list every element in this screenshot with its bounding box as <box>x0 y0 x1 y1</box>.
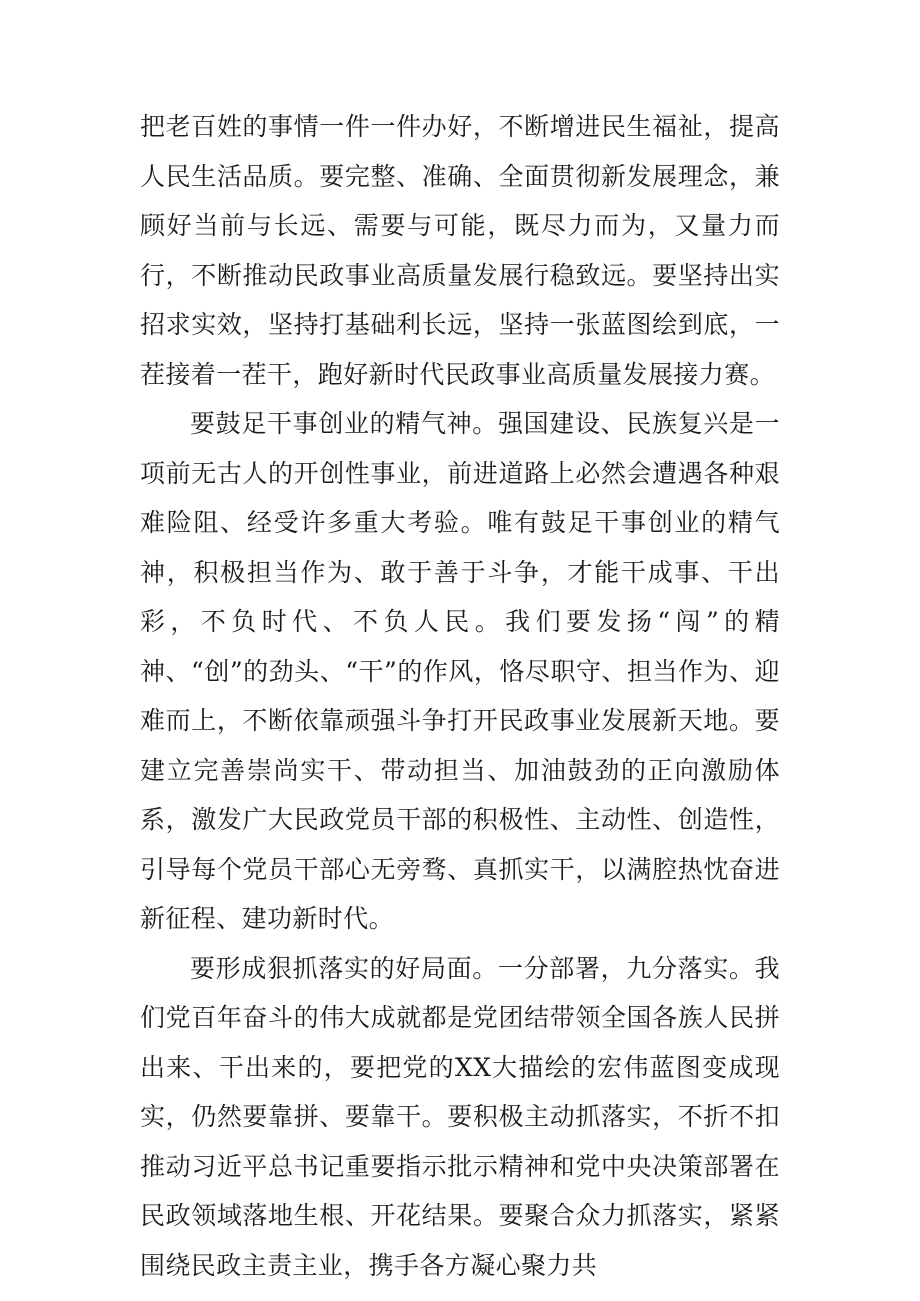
paragraph-implementation: 要形成狠抓落实的好局面。一分部署，九分落实。我们党百年奋斗的伟大成就都是党团结带领全国各族人民拼出来、干出来的，要把党的XX大描绘的宏伟蓝图变成现实，仍然要靠拼、要靠干。要积极主动抓落实，不折不扣推动习近平总书记重要指示批示精神和党中央决策部署在民政领域落地生根、开花结果。要聚合众力抓落实，紧紧围绕民政主责主业，携手各方凝心聚力共 <box>140 953 780 1280</box>
paragraph-spirit-of-entrepreneurship: 要鼓足干事创业的精气神。强国建设、民族复兴是一项前无古人的开创性事业，前进道路上必然会遭遇各种艰难险阻、经受许多重大考验。唯有鼓足干事创业的精气神，积极担当作为、敢于善于斗争，才能干成事、干出彩，不负时代、不负人民。我们要发扬“闯”的精神、“创”的劲头、“干”的作风，恪尽职守、担当作为、迎难而上，不断依靠顽强斗争打开民政事业发展新天地。要建立完善崇尚实干、带动担当、加油鼓劲的正向激励体系，激发广大民政党员干部的积极性、主动性、创造性，引导每个党员干部心无旁骛、真抓实干，以满腔热忱奋进新征程、建功新时代。 <box>140 409 780 933</box>
paragraph-continuation: 把老百姓的事情一件一件办好，不断增进民生福祉，提高人民生活品质。要完整、准确、全面贯彻新发展理念，兼顾好当前与长远、需要与可能，既尽力而为，又量力而行，不断推动民政事业高质量发展行稳致远。要坚持出实招求实效，坚持打基础利长远，坚持一张蓝图绘到底，一茬接着一茬干，跑好新时代民政事业高质量发展接力赛。 <box>140 112 780 389</box>
document-body <box>140 102 780 1290</box>
